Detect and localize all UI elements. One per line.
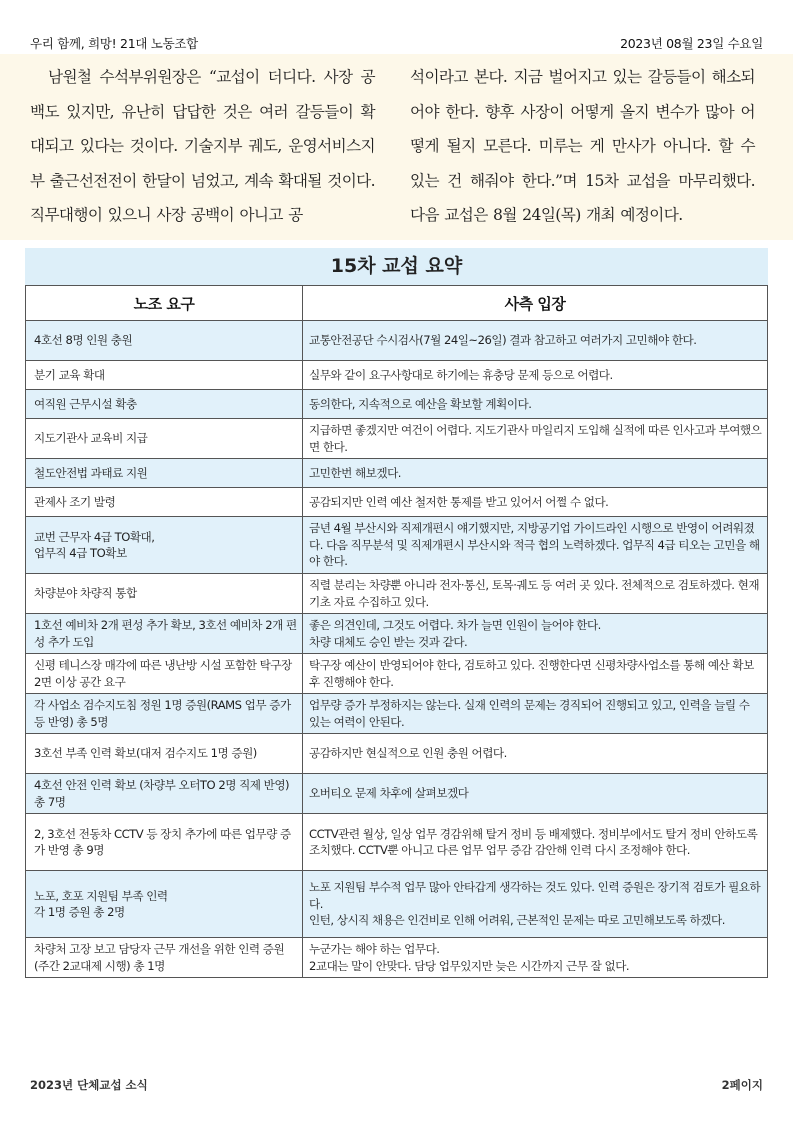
company-position-cell: 금년 4월 부산시와 직제개편시 얘기했지만, 지방공기업 가이드라인 시행으로 반영이 어려워졌다. 다음 직무분석 및 직제개편시 부산시와 적극 협의 노력하겠다. 업무직 4급 티오는 고민을 해야 한다. <box>303 517 768 574</box>
table-row <box>26 574 768 614</box>
table-row <box>26 871 768 938</box>
table-row <box>26 654 768 694</box>
negotiation-summary-table <box>25 285 768 978</box>
page-number: 2페이지 <box>721 1078 763 1092</box>
table-row <box>26 774 768 814</box>
company-position-cell: 공감하지만 현실적으로 인원 충원 어렵다. <box>303 734 768 774</box>
table-row <box>26 488 768 517</box>
table-row <box>26 814 768 871</box>
union-demand-cell: 4호선 8명 인원 충원 <box>26 321 303 361</box>
company-position-cell: 업무량 증가 부정하지는 않는다. 실재 인력의 문제는 경직되어 진행되고 있고, 인력을 늘릴 수 있는 여력이 안된다. <box>303 694 768 734</box>
company-position-cell: 노포 지원팀 부수적 업무 많아 안타갑게 생각하는 것도 있다. 인력 증원은 장기적 검토가 필요하다. 인턴, 상시직 채용은 인건비로 인해 어려워, 근본적인 문제는 따로 고민해보도록 하겠다. <box>303 871 768 938</box>
table-row <box>26 390 768 419</box>
summary-title: 15차 교섭 요약 <box>25 248 768 285</box>
union-demand-cell: 관제사 조기 발령 <box>26 488 303 517</box>
table-row <box>26 419 768 459</box>
company-position-cell: 좋은 의견인데, 그것도 어렵다. 차가 늘면 인원이 늘어야 한다. 차량 대체도 승인 받는 것과 같다. <box>303 614 768 654</box>
union-demand-cell: 신평 테니스장 매각에 따른 냉난방 시설 포함한 탁구장 2면 이상 공간 요구 <box>26 654 303 694</box>
column-header-union-demand: 노조 요구 <box>26 286 303 321</box>
newsletter-org-name: 우리 함께, 희망! 21대 노동조합 <box>30 36 198 51</box>
article-column-right: 석이라고 본다. 지금 벌어지고 있는 갈등들이 해소되어야 한다. 향후 사장이 어떻게 올지 변수가 많아 어떻게 될지 모른다. 미루는 게 만사가 아니다. 할 수 있는 건 해줘야 한다.”며 15차 교섭을 마무리했다. 다음 교섭은 8월 24일(목) 개최 예정이다. <box>410 68 755 225</box>
company-position-cell: 오버티오 문제 차후에 살펴보겠다 <box>303 774 768 814</box>
union-demand-cell: 2, 3호선 전동차 CCTV 등 장치 추가에 따른 업무량 증가 반영 총 9명 <box>26 814 303 871</box>
company-position-cell: 동의한다, 지속적으로 예산을 확보할 계획이다. <box>303 390 768 419</box>
union-demand-cell: 교번 근무자 4급 TO확대, 업무직 4급 TO확보 <box>26 517 303 574</box>
company-position-cell: 실무와 같이 요구사항대로 하기에는 휴충당 문제 등으로 어렵다. <box>303 361 768 390</box>
union-demand-cell: 3호선 부족 인력 확보(대저 검수지도 1명 증원) <box>26 734 303 774</box>
union-demand-cell: 노포, 호포 지원팀 부족 인력 각 1명 증원 총 2명 <box>26 871 303 938</box>
footer-title: 2023년 단체교섭 소식 <box>30 1078 148 1092</box>
union-demand-cell: 차량처 고장 보고 담당자 근무 개선을 위한 인력 증원(주간 2교대제 시행) 총 1명 <box>26 938 303 978</box>
table-body <box>26 321 768 978</box>
table-row <box>26 321 768 361</box>
table-row <box>26 938 768 978</box>
table-row <box>26 517 768 574</box>
company-position-cell: 교통안전공단 수시검사(7월 24일~26일) 결과 참고하고 여러가지 고민해야 한다. <box>303 321 768 361</box>
company-position-cell: 누군가는 해야 하는 업무다. 2교대는 말이 안맞다. 담당 업무있지만 늦은 시간까지 근무 잘 없다. <box>303 938 768 978</box>
table-row <box>26 614 768 654</box>
table-header-row <box>26 286 768 321</box>
union-demand-cell: 4호선 안전 인력 확보 (차량부 오터TO 2명 직제 반영) 총 7명 <box>26 774 303 814</box>
union-demand-cell: 차량분야 차량직 통합 <box>26 574 303 614</box>
table-row <box>26 361 768 390</box>
company-position-cell: 탁구장 예산이 반영되어야 한다, 검토하고 있다. 진행한다면 신평차량사업소를 통해 예산 확보 후 진행해야 한다. <box>303 654 768 694</box>
union-demand-cell: 각 사업소 검수지도침 정원 1명 증원(RAMS 업무 증가 등 반영) 총 5명 <box>26 694 303 734</box>
table-row <box>26 459 768 488</box>
company-position-cell: CCTV관련 월상, 일상 업무 경감위해 탈거 정비 등 배제했다. 정비부에서도 탈거 정비 안하도록 조치했다. CCTV뿐 아니고 다른 업무 업무 증감 감안해 인력 다시 조정해야 한다. <box>303 814 768 871</box>
company-position-cell: 직렬 분리는 차량뿐 아니라 전자·통신, 토목·궤도 등 여러 곳 있다. 전체적으로 검토하겠다. 현재 기초 자료 수집하고 있다. <box>303 574 768 614</box>
company-position-cell: 고민한번 해보겠다. <box>303 459 768 488</box>
table-row <box>26 734 768 774</box>
union-demand-cell: 철도안전법 과태료 지원 <box>26 459 303 488</box>
union-demand-cell: 1호선 예비차 2개 편성 추가 확보, 3호선 예비차 2개 편성 추가 도입 <box>26 614 303 654</box>
article-section <box>0 54 793 240</box>
union-demand-cell: 여직원 근무시설 확충 <box>26 390 303 419</box>
issue-date: 2023년 08월 23일 수요일 <box>620 36 763 51</box>
column-header-company-position: 사측 입장 <box>303 286 768 321</box>
company-position-cell: 지급하면 좋겠지만 여건이 어렵다. 지도기관사 마일리지 도입해 실적에 따른 인사고과 부여했으면 한다. <box>303 419 768 459</box>
table-row <box>26 694 768 734</box>
union-demand-cell: 분기 교육 확대 <box>26 361 303 390</box>
article-column-left: 남원철 수석부위원장은 “교섭이 더디다. 사장 공백도 있지만, 유난히 답답한 것은 여러 갈등들이 확대되고 있다는 것이다. 기술지부 궤도, 운영서비스지부 출근선전전이 한달이 넘었고, 계속 확대될 것이다. 직무대행이 있으니 사장 공백이 아니고 공 <box>30 68 375 225</box>
company-position-cell: 공감되지만 인력 예산 철저한 통제를 받고 있어서 어쩔 수 없다. <box>303 488 768 517</box>
union-demand-cell: 지도기관사 교육비 지급 <box>26 419 303 459</box>
